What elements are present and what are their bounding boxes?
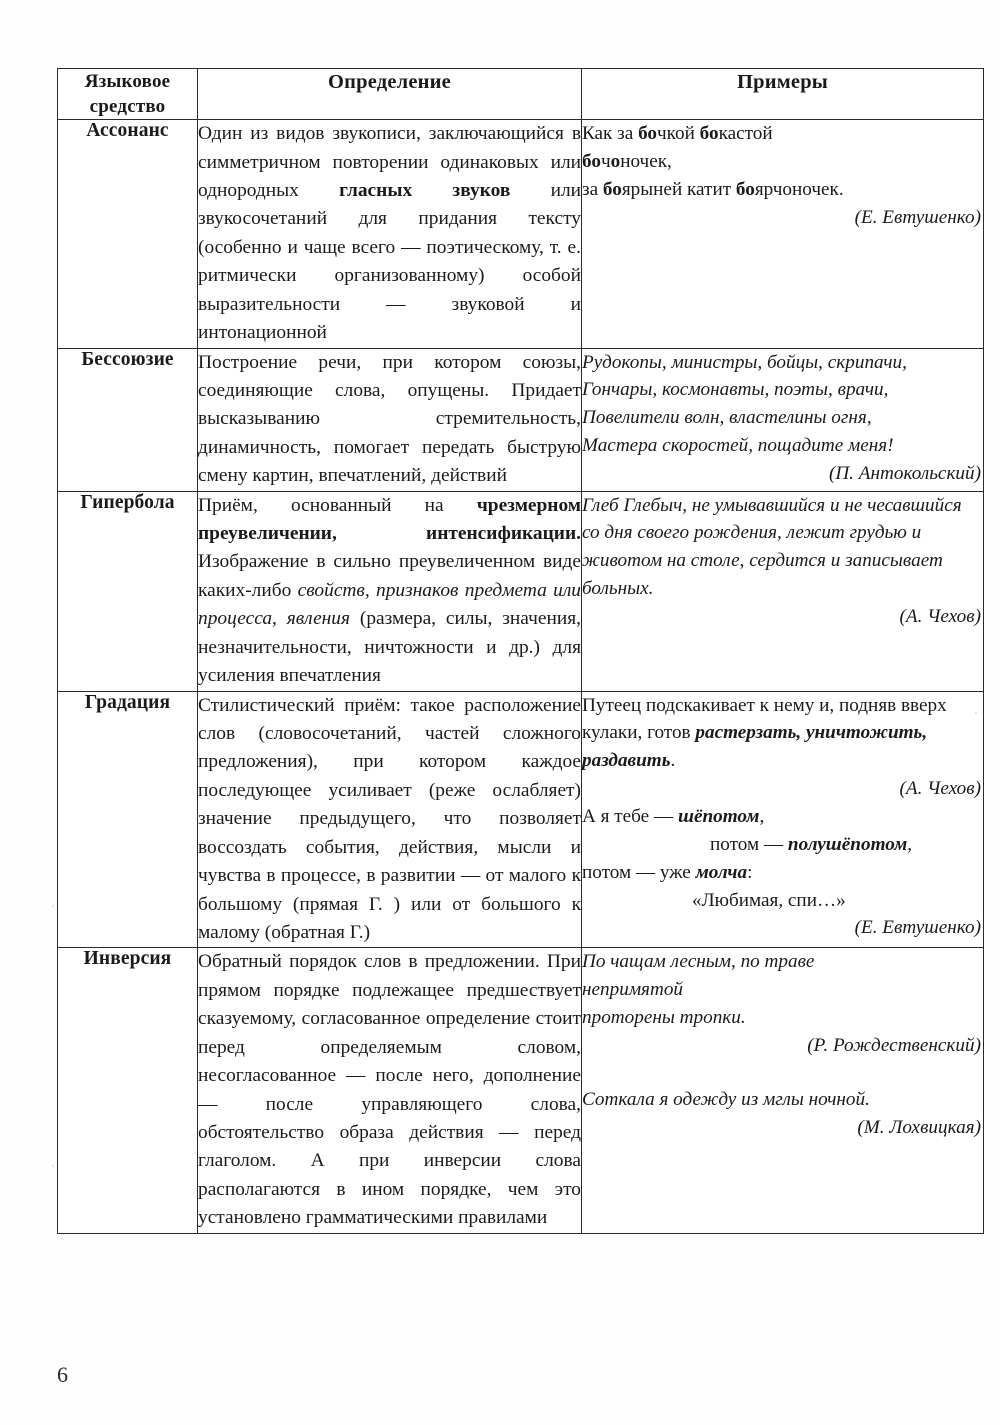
example-line: «Любимая, спи…» xyxy=(692,889,846,911)
examples-cell xyxy=(582,348,984,491)
definition-cell xyxy=(198,691,582,948)
example-line: потом — уже молча: xyxy=(582,861,753,883)
table-row xyxy=(58,120,984,348)
term-cell: Инверсия xyxy=(58,948,198,1233)
page-number: 6 xyxy=(57,1362,68,1387)
examples-cell xyxy=(582,120,984,348)
definition-text: Построение речи, при котором союзы, соединяющие слова, опущены. Придает высказыванию стремительность, динамичность, помогает передать быструю смену картин, впечатлений, действий xyxy=(198,351,581,487)
scan-speck xyxy=(52,905,54,907)
table-row xyxy=(58,948,984,1233)
example-line: Соткала я одежду из мглы ночной. xyxy=(582,1088,870,1110)
column-header-term: Языковое средство xyxy=(58,69,198,120)
term-cell: Гипербола xyxy=(58,491,198,691)
definition-cell xyxy=(198,948,582,1233)
example-line: Повелители волн, властелины огня, xyxy=(582,407,872,429)
example-source: (П. Антокольский) xyxy=(828,462,981,484)
definition-cell xyxy=(198,491,582,691)
example-line: бочоночек, xyxy=(582,151,672,172)
example-line: Мастера скоростей, пощадите меня! xyxy=(582,435,894,457)
term-cell: Градация xyxy=(58,691,198,948)
scan-speck xyxy=(975,712,977,714)
example-source: (А. Чехов) xyxy=(899,778,981,800)
example-line: Как за бочкой бокастой xyxy=(582,123,773,145)
example-line: По чащам лесным, по траве xyxy=(582,951,815,973)
table-row xyxy=(58,691,984,948)
definition-cell xyxy=(198,348,582,491)
example-source: (А. Чехов) xyxy=(899,606,981,628)
examples-cell xyxy=(582,491,984,691)
example-line: за боярыней катит боярчоночек. xyxy=(582,178,844,200)
definition-text: Стилистический приём: такое расположение слов (словосочетаний, частей сложного предложения), при котором каждое последующее усиливает (реже ослабляет) значение предыдущего, что позволяет воссоздать события, действия, мысли и чувства в процессе, в развитии — от малого к большому (прямая Г. ) или от большого к малому (обратная Г.) xyxy=(198,694,581,943)
column-header-definition: Определение xyxy=(198,69,582,120)
definition-text: Один из видов звукописи, заключающийся в симметричном повторении одинаковых или однородных гласных звуков или звукосочетаний для придания тексту (особенно и чаще всего — поэтическому, т. е. ритмически организованному) особой выразительности — звуковой и интонационной xyxy=(198,123,581,344)
definition-text: Приём, основанный на чрезмерном преувеличении, интенсификации. Изображение в сильно преувеличенном виде каких-либо свойств, признаков предмета или процесса, явления (размера, силы, значения, незначительности, ничтожности и др.) для усиления впечатления xyxy=(198,494,581,687)
example-line: непримятой xyxy=(582,979,684,1001)
table-header-row xyxy=(58,69,984,120)
language-devices-table xyxy=(57,68,984,1234)
examples-cell xyxy=(582,691,984,948)
example-line: Гончары, космонавты, поэты, врачи, xyxy=(582,379,889,401)
scan-speck xyxy=(52,1165,54,1167)
definition-cell xyxy=(198,120,582,348)
example-line: Глеб Глебыч, не умывавшийся и не чесавшийся со дня своего рождения, лежит грудью и животом на столе, сердится и записывает больных. xyxy=(582,494,962,600)
example-line: потом — полушёпотом, xyxy=(710,833,913,855)
example-source: (Р. Рождественский) xyxy=(807,1034,981,1056)
example-source: (М. Лохвицкая) xyxy=(857,1116,981,1138)
example-line: Рудокопы, министры, бойцы, скрипачи, xyxy=(582,351,907,373)
example-source: (Е. Евтушенко) xyxy=(854,206,981,228)
table-row xyxy=(58,348,984,491)
examples-cell xyxy=(582,948,984,1233)
term-cell: Бессоюзие xyxy=(58,348,198,491)
example-line: проторены тропки. xyxy=(582,1007,746,1029)
table-row xyxy=(58,491,984,691)
definition-text: Обратный порядок слов в предложении. При прямом порядке подлежащее предшествует сказуемому, согласованное определение стоит перед определяемым словом, несогласованное — после него, дополнение — после управляющего слова, обстоятельство образа действия — перед глаголом. А при инверсии слова располагаются в ином порядке, чем это установлено грамматическими правилами xyxy=(198,951,581,1229)
example-line: Путеец подскакивает к нему и, подняв вверх кулаки, готов растерзать, уничтожить, раздавить. xyxy=(582,694,947,772)
example-spacer xyxy=(582,1060,983,1086)
example-source: (Е. Евтушенко) xyxy=(854,917,981,939)
column-header-examples: Примеры xyxy=(582,69,984,120)
table-body xyxy=(58,120,984,1233)
term-cell: Ассонанс xyxy=(58,120,198,348)
example-line: А я тебе — шёпотом, xyxy=(582,805,765,827)
